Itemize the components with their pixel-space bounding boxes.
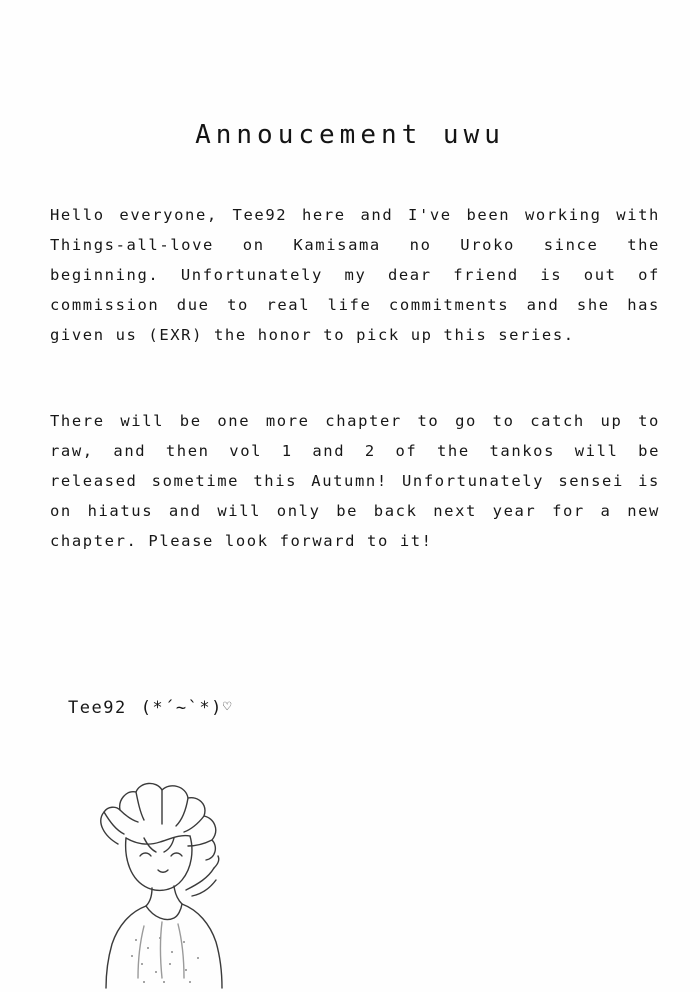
chibi-character-sketch: [74, 772, 264, 992]
signature: [68, 698, 233, 718]
signature-name: Tee92: [68, 698, 127, 718]
heart-icon: ♡: [222, 699, 233, 715]
signature-emoticon: (*´~`*): [140, 698, 223, 718]
announcement-paragraph-1: Hello everyone, Tee92 here and I've been working with Things-all-love on Kamisama no Uroko since the beginning. Unfortunately my dear friend is out of commission due to real life commitments and she has given us (EXR) the honor to pick up this series.: [50, 206, 660, 344]
announcement-paragraph-2: There will be one more chapter to go to catch up to raw, and then vol 1 and 2 of the tankos will be released sometime this Autumn! Unfortunately sensei is on hiatus and will only be back next year for a new chapter. Please look forward to it!: [50, 412, 660, 550]
page-title: Annoucement uwu: [195, 120, 505, 150]
